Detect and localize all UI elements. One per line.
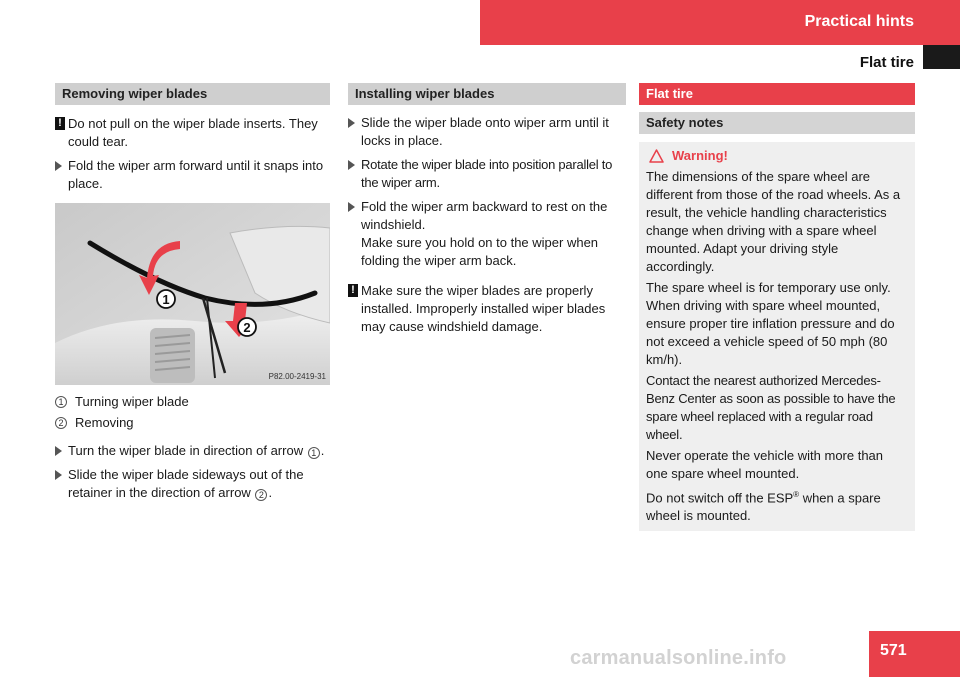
step-text-end: . [268,485,273,500]
wiper-illustration [55,203,330,385]
section-heading: Installing wiper blades [348,83,626,105]
note-text: Do not pull on the wiper blade inserts. They could tear. [68,116,318,149]
step-arrow-icon [348,202,355,212]
figure-legend [55,393,330,432]
section-title: Practical hints [804,13,914,30]
subsection-heading: Safety notes [639,112,915,134]
legend-number: 2 [55,417,67,429]
legend-text: Removing [75,415,134,430]
arrow-marker-2: 2 [243,320,251,335]
warning-paragraph: Contact the nearest authorized Mercedes-Benz Center as soon as possible to have the spare wheel replaced with a regular road wheel. [646,373,896,442]
step-text: Slide the wiper blade onto wiper arm until it locks in place. [361,115,609,148]
wiper-diagram-icon [55,203,330,385]
warning-paragraph: The spare wheel is for temporary use only. When driving with spare wheel mounted, ensure proper tire inflation pressure and do not exceed a vehicle speed of 50 mph (80 km/h). [646,280,895,367]
step-arrow-icon [348,118,355,128]
step-text: Slide the wiper blade sideways out of the retainer in the direction of arrow [68,467,304,500]
inline-ref-number: 1 [308,447,320,459]
legend-item [55,414,330,432]
section-heading: Removing wiper blades [55,83,330,105]
instruction-step [348,156,626,192]
step-arrow-icon [55,446,62,456]
esp-text-post: when a spare wheel is mounted. [646,490,881,524]
step-detail: Make sure you hold on to the wiper when folding the wiper arm back. [361,235,599,268]
warning-paragraph [646,486,908,525]
figure-code: P82.00-2419-31 [268,372,326,381]
esp-text-pre: Do not switch off the ESP [646,490,794,506]
instruction-step [348,114,626,150]
caution-note [55,115,330,151]
step-arrow-icon [348,160,355,170]
step-text-end: . [320,443,325,458]
step-arrow-icon [55,470,62,480]
warning-paragraph: Never operate the vehicle with more than one spare wheel mounted. [646,448,884,481]
note-text: Make sure the wiper blades are properly installed. Improperly installed wiper blades may cause windshield damage. [361,283,606,334]
instruction-step [55,466,330,502]
warning-title-text: Warning! [672,148,728,163]
step-text: Fold the wiper arm forward until it snaps into place. [68,158,324,191]
legend-item [55,393,330,411]
step-text: Turn the wiper blade in direction of arrow [68,443,304,458]
instruction-step [55,442,330,460]
exclamation-icon: ! [55,117,65,130]
step-arrow-icon [55,161,62,171]
instruction-step [55,157,330,193]
instruction-step [348,198,626,270]
step-text: Rotate the wiper blade into position parallel to the wiper arm. [361,157,613,190]
registered-mark: ® [793,490,800,499]
removing-wiper-blades-section [55,83,330,502]
step-text: Fold the wiper arm backward to rest on the windshield. [361,199,608,232]
subsection-title: Flat tire [859,54,914,71]
page-number: 571 [869,631,960,677]
warning-triangle-icon [649,149,664,163]
thumb-tab-marker [923,45,960,69]
legend-number: 1 [55,396,67,408]
caution-note [348,282,626,336]
legend-text: Turning wiper blade [75,394,189,409]
warning-paragraph: The dimensions of the spare wheel are different from those of the road wheels. As a result, the vehicle handling characteristics change when driving with a spare wheel mounted. Adapt your driving style accordingly. [646,169,901,274]
watermark: carmanualsonline.info [570,647,787,669]
section-heading: Flat tire [639,83,915,105]
flat-tire-section [639,83,915,531]
installing-wiper-blades-section [348,83,626,336]
arrow-marker-1: 1 [162,292,170,307]
exclamation-icon: ! [348,284,358,297]
inline-ref-number: 2 [255,489,267,501]
warning-title [646,147,908,165]
warning-box [639,142,915,531]
